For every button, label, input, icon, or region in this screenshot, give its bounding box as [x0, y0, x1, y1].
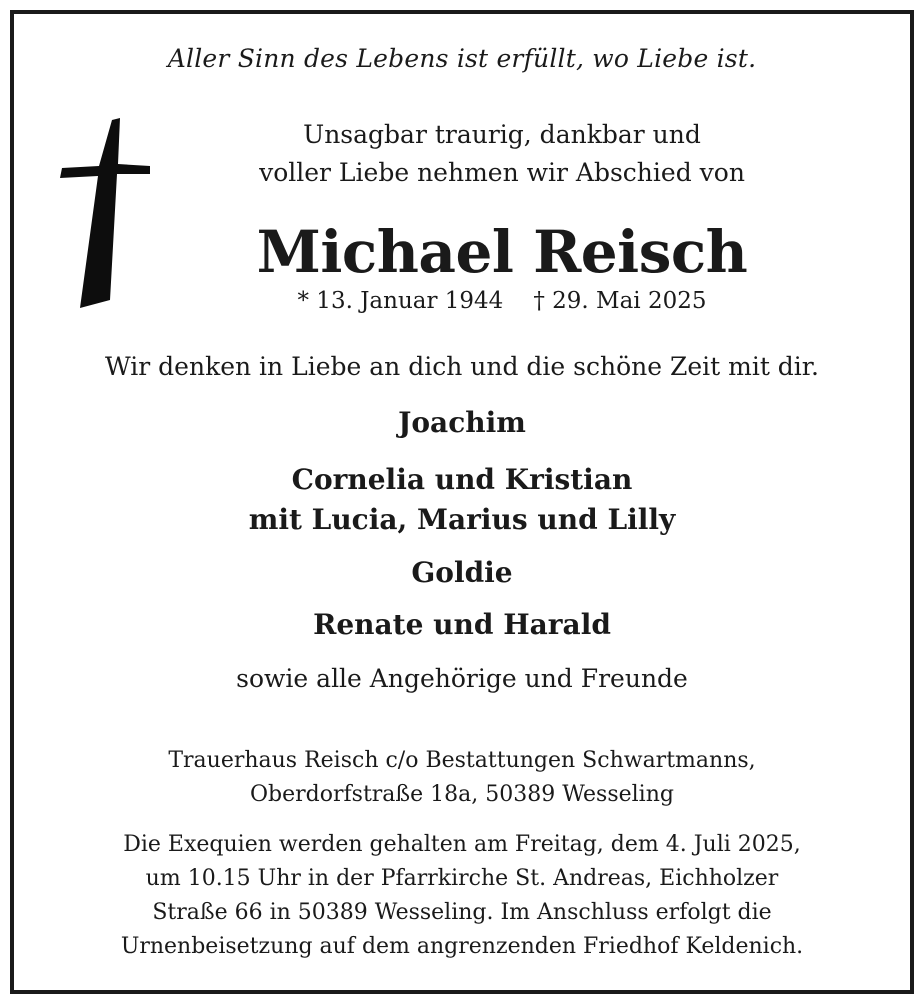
intro-text	[54, 116, 920, 192]
death-date: † 29. Mai 2025	[533, 288, 707, 314]
mourner-goldie: Goldie	[411, 556, 513, 589]
motto: Aller Sinn des Lebens ist erfüllt, wo Liebe ist.	[167, 44, 757, 73]
mourner-joachim: Joachim	[398, 406, 526, 439]
obituary-frame	[10, 10, 914, 994]
service-line-2: um 10.15 Uhr in der Pfarrkirche St. Andreas, Eichholzer	[145, 866, 779, 891]
birth-date: * 13. Januar 1944	[297, 288, 504, 314]
remembrance-line: Wir denken in Liebe an dich und die schöne Zeit mit dir.	[105, 352, 819, 381]
address-line-1: Trauerhaus Reisch c/o Bestattungen Schwartmanns,	[168, 748, 756, 773]
service-line-3: Straße 66 in 50389 Wesseling. Im Anschluss erfolgt die	[152, 900, 772, 925]
mourner-line-1: Cornelia und Kristian	[291, 463, 633, 496]
mourner-renate-harald: Renate und Harald	[313, 608, 611, 641]
service-line-1: Die Exequien werden gehalten am Freitag, dem 4. Juli 2025,	[123, 832, 801, 857]
obituary-content	[14, 14, 910, 990]
funeral-service-info	[14, 828, 910, 964]
intro-line-1: Unsagbar traurig, dankbar und	[303, 120, 701, 149]
intro-line-2: voller Liebe nehmen wir Abschied von	[259, 158, 745, 187]
service-line-4: Urnenbeisetzung auf dem angrenzenden Friedhof Keldenich.	[120, 934, 804, 959]
address-line-2: Oberdorfstraße 18a, 50389 Wesseling	[250, 782, 674, 807]
other-mourners: sowie alle Angehörige und Freunde	[236, 664, 688, 693]
mourning-house-address	[14, 744, 910, 812]
mourner-cornelia-kristian	[14, 460, 910, 540]
mourner-line-2: mit Lucia, Marius und Lilly	[248, 503, 676, 536]
deceased-name: Michael Reisch	[256, 218, 748, 286]
life-dates	[54, 288, 920, 314]
